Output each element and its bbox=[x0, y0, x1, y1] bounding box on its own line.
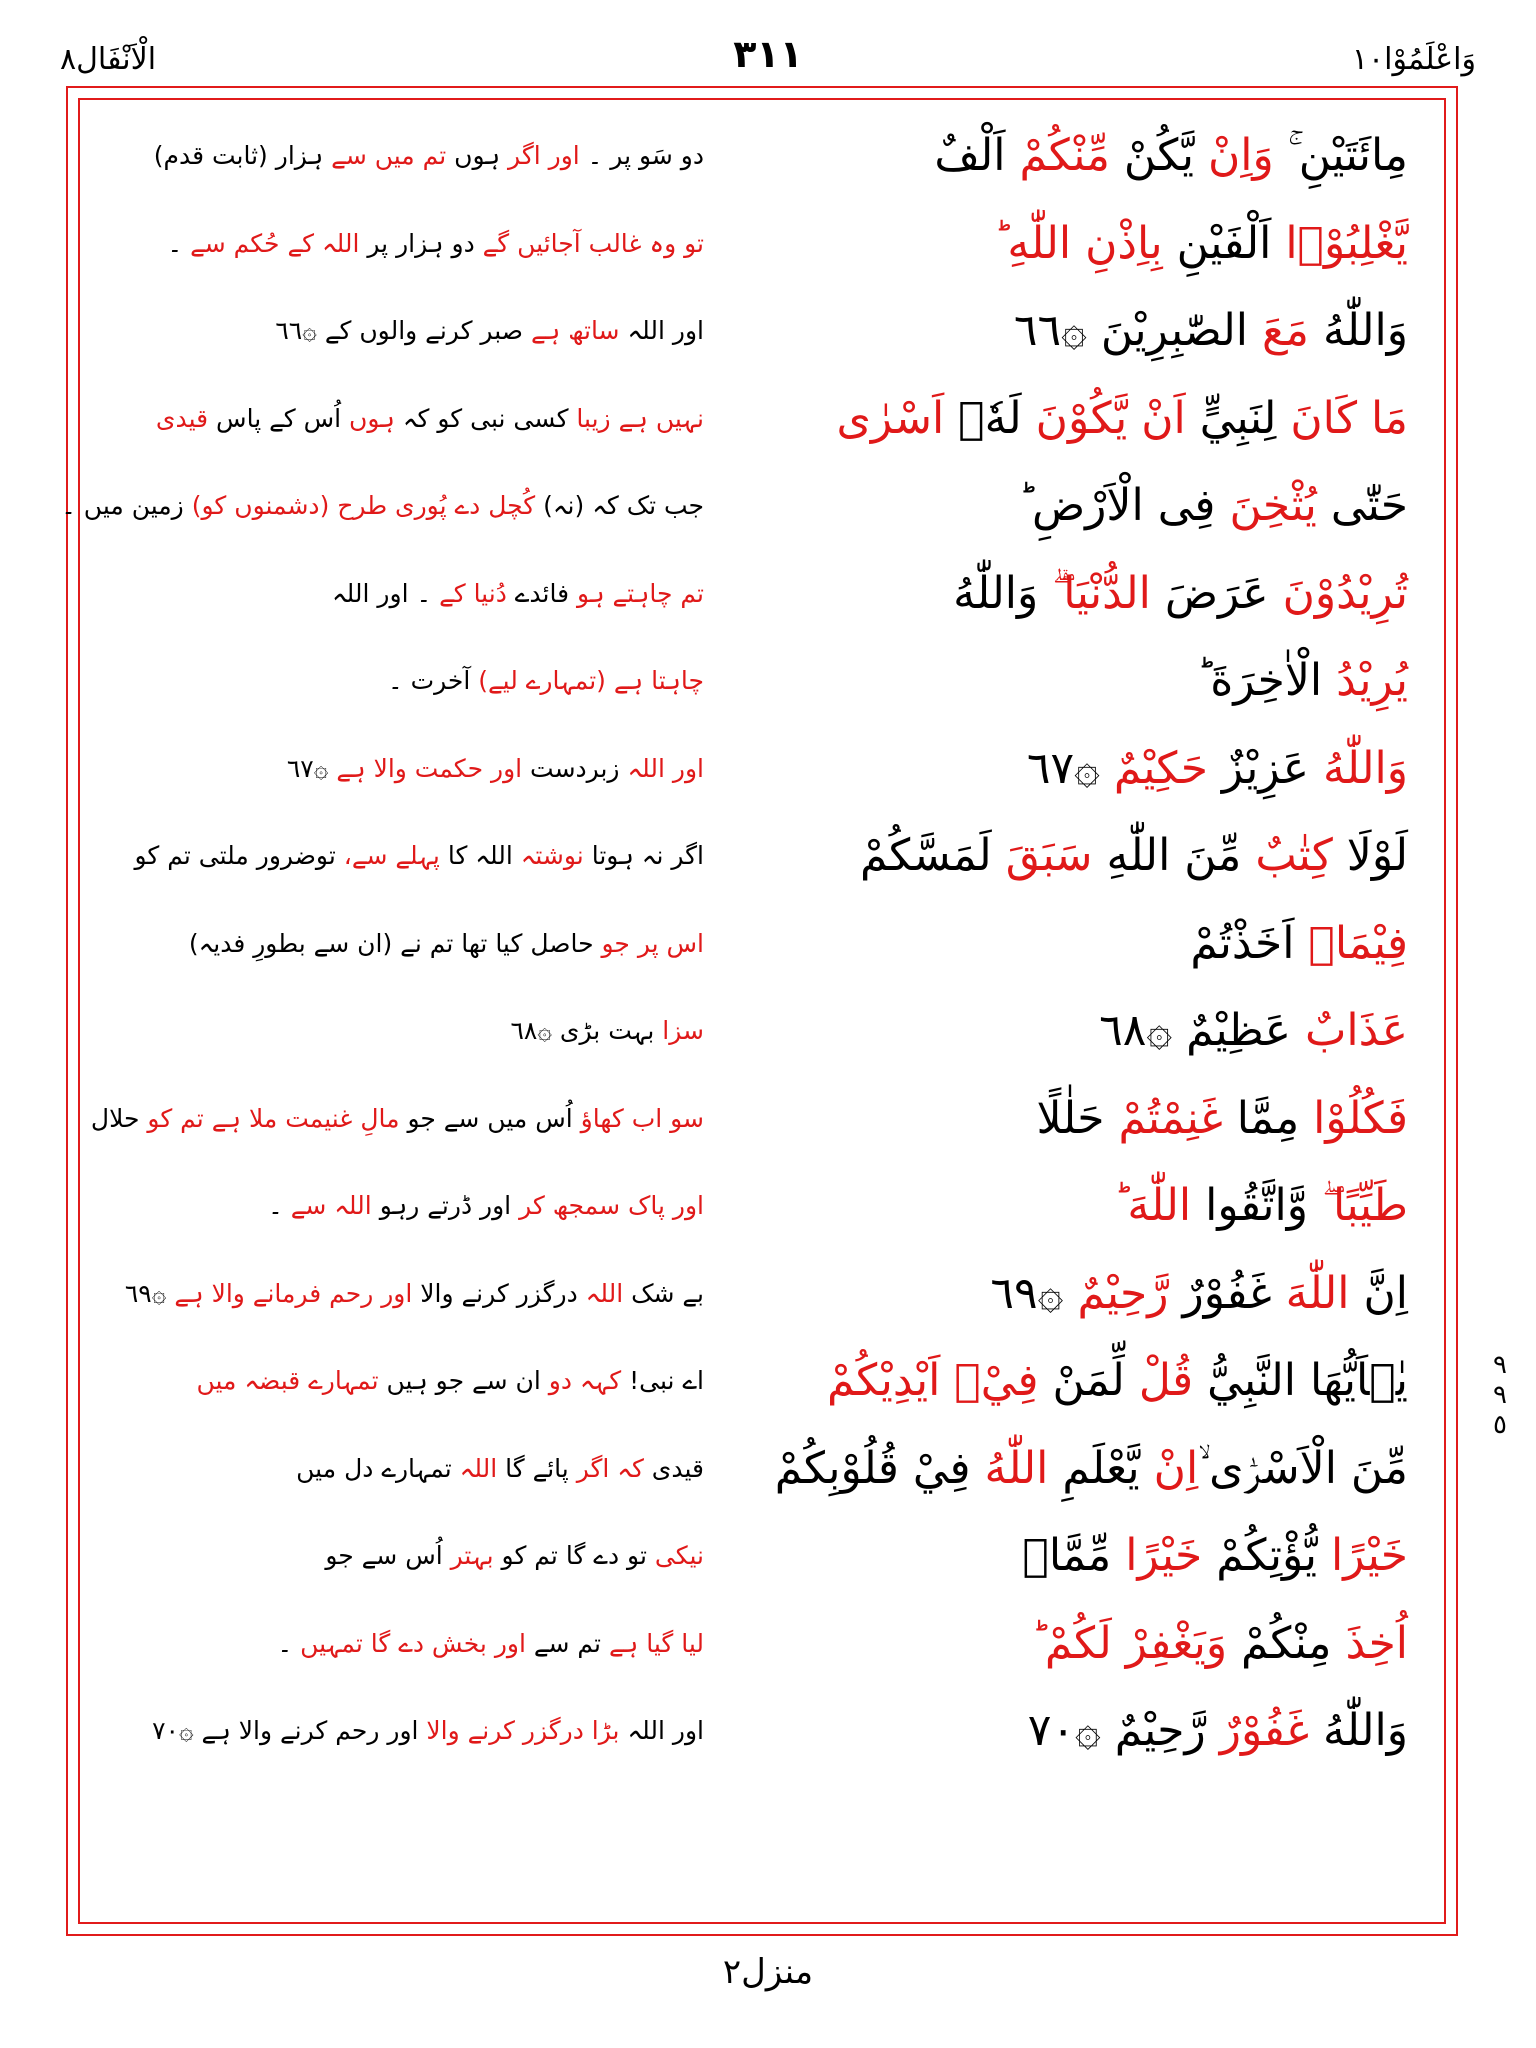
arabic-segment: حَلٰلًا bbox=[1036, 1092, 1105, 1144]
urdu-segment: اور اگر bbox=[500, 141, 580, 170]
arabic-text-line bbox=[708, 1600, 1408, 1688]
arabic-segment: يُثْخِنَ bbox=[1215, 480, 1317, 531]
arabic-segment: ۞٦٩ bbox=[990, 1267, 1064, 1319]
arabic-text-line bbox=[708, 1512, 1408, 1600]
arabic-segment: مِّنْكُمْ bbox=[1005, 130, 1110, 181]
urdu-segment: ہزار (ثابت قدم) bbox=[153, 141, 324, 170]
urdu-translation-line bbox=[104, 200, 704, 288]
urdu-segment: اور اللہ bbox=[619, 753, 704, 783]
urdu-segment: اللہ bbox=[577, 1278, 624, 1308]
arabic-text-line bbox=[708, 1250, 1408, 1338]
verse-row bbox=[80, 112, 1444, 200]
arabic-segment: وَاللّٰهُ bbox=[1308, 1705, 1408, 1756]
arabic-segment: وَاِنْ bbox=[1193, 130, 1274, 181]
urdu-translation-line bbox=[104, 1687, 704, 1775]
arabic-text-line bbox=[708, 1162, 1408, 1250]
urdu-segment: اور رحم کرنے والا ہے ۞٧٠ bbox=[152, 1716, 419, 1745]
arabic-segment: فِيْ قُلُوْبِكُمْ bbox=[774, 1442, 971, 1494]
urdu-segment: اگر نہ ہوتا bbox=[583, 841, 704, 870]
urdu-segment: اُس میں سے جو bbox=[399, 1103, 573, 1133]
arabic-segment: فِيْۤ اَيْدِيْكُمْ bbox=[827, 1355, 1039, 1406]
verse-row bbox=[80, 812, 1444, 900]
arabic-text-line bbox=[708, 112, 1408, 200]
arabic-segment: اَسْرٰى bbox=[836, 392, 945, 444]
urdu-segment: ہوں bbox=[446, 141, 501, 170]
arabic-segment: فِيْمَاۤ bbox=[1294, 917, 1408, 969]
arabic-segment: قُلْ bbox=[1124, 1355, 1194, 1406]
arabic-segment: اُخِذَ bbox=[1331, 1617, 1408, 1669]
urdu-segment: تمہارے دل میں bbox=[296, 1453, 452, 1483]
arabic-text-line bbox=[708, 200, 1408, 288]
urdu-segment: حلال bbox=[90, 1103, 140, 1133]
arabic-segment: اِنْ bbox=[1139, 1442, 1199, 1494]
urdu-segment: لیا گیا ہے bbox=[601, 1628, 704, 1658]
arabic-segment: الدُّنْيَا bbox=[1052, 567, 1151, 619]
arabic-segment: مِّنَ الْاَسْرٰۤى ۙ bbox=[1198, 1442, 1408, 1494]
urdu-segment: کہہ دو bbox=[540, 1366, 622, 1395]
arabic-text-line bbox=[708, 1075, 1408, 1163]
arabic-segment: غَفُوْرٌ bbox=[1168, 1267, 1272, 1319]
urdu-segment: پائے گا bbox=[497, 1453, 569, 1483]
urdu-segment: بے شک bbox=[623, 1278, 704, 1308]
arabic-segment: مِائَتَيْنِ ۚ bbox=[1273, 130, 1408, 181]
arabic-segment: مِّمَّاۤ bbox=[1022, 1530, 1112, 1581]
arabic-text-line bbox=[708, 1687, 1408, 1775]
urdu-segment: اور حکمت والا ہے bbox=[328, 753, 523, 783]
urdu-segment: توضرور ملتی تم کو bbox=[134, 841, 336, 870]
urdu-segment: کہ اگر bbox=[568, 1453, 644, 1483]
verse-row bbox=[61, 462, 1444, 550]
urdu-segment: کُچل دے پُوری طرح (دشمنوں کو) bbox=[183, 491, 536, 520]
arabic-text-line bbox=[708, 550, 1408, 638]
urdu-segment: اور رحم فرمانے والا ہے bbox=[166, 1278, 413, 1308]
arabic-segment: الصّٰبِرِيْنَ ۞٦٦ bbox=[1013, 305, 1248, 356]
urdu-translation-line bbox=[104, 287, 704, 375]
urdu-translation-line bbox=[104, 112, 704, 200]
arabic-text-line bbox=[708, 637, 1408, 725]
arabic-segment: ۞٦٧ bbox=[1026, 742, 1100, 794]
verse-row bbox=[80, 987, 1444, 1075]
urdu-segment: تو وہ غالب آجائیں گے bbox=[474, 228, 704, 258]
ruku-marker bbox=[1480, 1350, 1520, 1440]
urdu-segment: اور ڈرتے رہو bbox=[371, 1191, 512, 1220]
urdu-segment: اللہ سے bbox=[290, 1191, 372, 1220]
arabic-segment: لَهٗۤ bbox=[944, 392, 1022, 444]
urdu-segment: ہوں bbox=[341, 403, 395, 433]
manzil-footer: منزل٢ bbox=[722, 1952, 814, 1992]
arabic-segment: عَظِيْمٌ ۞٦٨ bbox=[1099, 1005, 1292, 1056]
urdu-segment: جب تک کہ (نہ) bbox=[535, 491, 704, 520]
arabic-segment: عَزِيْزٌ bbox=[1207, 742, 1309, 794]
urdu-segment: حاصل کیا تھا تم نے (ان سے بطورِ فدیہ) bbox=[188, 928, 594, 958]
urdu-segment: بہتر bbox=[442, 1541, 494, 1570]
urdu-translation-line bbox=[104, 1250, 704, 1338]
arabic-segment: حَكِيْمٌ bbox=[1099, 742, 1208, 794]
arabic-segment: عَرَضَ bbox=[1150, 567, 1269, 619]
arabic-segment: اَنْ يَّكُوْنَ bbox=[1021, 392, 1186, 444]
arabic-segment: مَعَ bbox=[1247, 305, 1309, 356]
arabic-segment: سَبَقَ bbox=[991, 830, 1093, 881]
ruku-marker-text bbox=[1480, 1350, 1520, 1440]
urdu-segment: ان سے جو ہیں bbox=[378, 1366, 541, 1395]
arabic-segment: اَلْفٌ bbox=[934, 130, 1006, 181]
urdu-segment: ساتھ ہے bbox=[523, 316, 620, 345]
arabic-segment: طَيِّبًا bbox=[1322, 1180, 1408, 1231]
arabic-segment: لَمَسَّكُمْ bbox=[860, 830, 992, 881]
verse-row bbox=[80, 1600, 1444, 1688]
urdu-segment: اے نبی! bbox=[621, 1366, 704, 1395]
urdu-segment: اور بخش دے گا تمہیں bbox=[300, 1628, 526, 1658]
juz-name: وَاعْلَمُوْا١٠ bbox=[1351, 42, 1476, 77]
urdu-segment: قیدی bbox=[155, 403, 209, 433]
urdu-translation-line bbox=[61, 462, 704, 550]
page-number: ٣١١ bbox=[733, 32, 803, 76]
arabic-segment: اللّٰهَ bbox=[1271, 1267, 1350, 1319]
arabic-segment: الْاٰخِرَةَ ؕ bbox=[1196, 655, 1323, 706]
urdu-segment: ۔ اور اللہ bbox=[332, 578, 432, 608]
urdu-segment: کسی نبی کو کہ bbox=[394, 403, 569, 433]
urdu-segment: قیدی bbox=[643, 1453, 704, 1483]
arabic-segment: مِمَّا bbox=[1222, 1092, 1300, 1144]
urdu-segment: پہلے سے، bbox=[335, 841, 440, 870]
urdu-translation-line bbox=[90, 1075, 704, 1163]
urdu-segment: زمین میں ۔ bbox=[61, 491, 184, 520]
urdu-segment: نیکی bbox=[646, 1541, 704, 1570]
arabic-segment: رَّحِيْمٌ bbox=[1063, 1267, 1169, 1319]
verse-row bbox=[80, 1687, 1444, 1775]
urdu-segment: اللہ bbox=[451, 1453, 498, 1483]
urdu-translation-line bbox=[104, 812, 704, 900]
urdu-segment: اور اللہ bbox=[619, 316, 704, 345]
urdu-segment: مالِ غنیمت ملا ہے تم کو bbox=[139, 1103, 400, 1133]
verse-row bbox=[80, 725, 1444, 813]
verse-row bbox=[80, 1425, 1444, 1513]
urdu-segment: دو ہزار پر bbox=[359, 228, 475, 258]
urdu-translation-line bbox=[104, 550, 704, 638]
arabic-segment: يَّكُنْ bbox=[1109, 130, 1194, 181]
verse-row bbox=[80, 1337, 1444, 1425]
arabic-segment: مِّنَ اللّٰهِ bbox=[1092, 830, 1242, 881]
arabic-text-line bbox=[708, 462, 1408, 550]
arabic-segment: وَيَغْفِرْ لَكُمْ bbox=[1030, 1617, 1228, 1669]
urdu-segment: تم سے bbox=[525, 1628, 602, 1658]
urdu-segment: اللہ کا bbox=[439, 841, 513, 870]
arabic-segment: حَتّٰى bbox=[1316, 480, 1408, 531]
arabic-segment: خَيْرًا bbox=[1111, 1530, 1203, 1581]
urdu-segment: تم چاہتے ہو bbox=[569, 578, 704, 608]
arabic-segment: خَيْرًا bbox=[1317, 1530, 1408, 1581]
verse-row bbox=[80, 375, 1444, 463]
urdu-segment: اور پاک سمجھ کر bbox=[511, 1191, 704, 1220]
arabic-segment: لَوْلَا bbox=[1332, 830, 1408, 881]
urdu-segment: فائدے bbox=[506, 578, 570, 608]
arabic-segment: غَنِمْتُمْ bbox=[1104, 1092, 1223, 1144]
urdu-translation-line bbox=[104, 1600, 704, 1688]
urdu-segment: تمہارے قبضہ میں bbox=[196, 1366, 379, 1395]
arabic-segment: يُرِيْدُ bbox=[1322, 655, 1408, 706]
arabic-segment: تُرِيْدُوْنَ bbox=[1268, 567, 1408, 619]
arabic-segment: وَاللّٰهُ bbox=[1308, 305, 1408, 356]
urdu-segment: ۔ bbox=[167, 228, 191, 258]
urdu-segment: ۞٦٩ bbox=[124, 1278, 167, 1308]
arabic-segment: اَخَذْتُمْ bbox=[1190, 917, 1295, 969]
urdu-segment: تم میں سے bbox=[323, 141, 447, 170]
urdu-segment: زبردست bbox=[522, 753, 620, 783]
arabic-segment: عَذَابٌ bbox=[1291, 1005, 1408, 1056]
verse-lines bbox=[61, 112, 1444, 1775]
urdu-translation-line bbox=[104, 1162, 704, 1250]
verse-row bbox=[80, 900, 1444, 988]
verse-row bbox=[80, 1075, 1444, 1163]
arabic-segment: اَلْفَيْنِ bbox=[1162, 217, 1272, 269]
arabic-text-line bbox=[708, 287, 1408, 375]
urdu-segment: سزا bbox=[654, 1016, 704, 1045]
verse-row bbox=[80, 287, 1444, 375]
urdu-segment: سو اب کھاؤ bbox=[572, 1103, 704, 1133]
urdu-segment: ۔ bbox=[268, 1191, 291, 1220]
arabic-segment: لِّمَنْ bbox=[1038, 1355, 1125, 1406]
urdu-translation-line bbox=[104, 725, 704, 813]
arabic-segment: يُّؤْتِكُمْ bbox=[1202, 1530, 1318, 1581]
arabic-segment: فِى الْاَرْضِ ؕ bbox=[1018, 480, 1216, 531]
urdu-segment: بہت بڑی ۞٦٨ bbox=[510, 1016, 655, 1045]
urdu-translation-line bbox=[104, 375, 704, 463]
urdu-segment: نہیں ہے زیبا bbox=[568, 403, 704, 433]
urdu-segment: تو دے گا تم کو bbox=[493, 1541, 647, 1570]
verse-row bbox=[80, 550, 1444, 638]
urdu-segment: دُنیا کے bbox=[431, 578, 507, 608]
urdu-translation-line bbox=[104, 987, 704, 1075]
arabic-segment: ۖ وَّاتَّقُوا bbox=[1191, 1180, 1323, 1231]
urdu-segment: اس پر جو bbox=[593, 928, 704, 958]
arabic-segment: مَا كَانَ bbox=[1276, 392, 1408, 444]
arabic-segment: غَفُوْرٌ bbox=[1205, 1705, 1309, 1756]
urdu-translation-line bbox=[104, 1337, 704, 1425]
arabic-segment: يٰۤاَيُّهَا النَّبِيُّ bbox=[1193, 1355, 1408, 1406]
urdu-segment: چاہتا ہے (تمہارے لیے) bbox=[470, 666, 704, 695]
urdu-translation-line bbox=[104, 900, 704, 988]
surah-name: الْاَنْفَال٨ bbox=[60, 42, 157, 77]
urdu-segment: اللہ کے حُکم سے bbox=[190, 228, 360, 258]
verse-row bbox=[80, 200, 1444, 288]
urdu-segment: ۞٦٧ bbox=[286, 753, 329, 783]
arabic-text-line bbox=[708, 900, 1408, 988]
urdu-segment: درگزر کرنے والا bbox=[412, 1278, 578, 1308]
arabic-segment: فَكُلُوْا bbox=[1299, 1092, 1408, 1144]
arabic-segment: اِنَّ bbox=[1349, 1267, 1408, 1319]
arabic-segment: ۖۗ وَاللّٰهُ bbox=[953, 567, 1053, 619]
ruku-marker-part: ٥ bbox=[1493, 1410, 1507, 1440]
verse-row bbox=[80, 1250, 1444, 1338]
urdu-segment: ۔ bbox=[277, 1628, 301, 1658]
verse-row bbox=[80, 1512, 1444, 1600]
verse-row bbox=[80, 637, 1444, 725]
arabic-segment: يَّعْلَمِ bbox=[1048, 1442, 1140, 1494]
arabic-text-line bbox=[708, 812, 1408, 900]
arabic-segment: لِنَبِيٍّ bbox=[1185, 392, 1277, 444]
urdu-segment: اُس کے پاس bbox=[208, 403, 342, 433]
arabic-segment: كِتٰبٌ bbox=[1241, 830, 1333, 881]
urdu-segment: بڑا درگزر کرنے والا bbox=[418, 1716, 620, 1745]
arabic-text-line bbox=[708, 1337, 1408, 1425]
urdu-translation-line bbox=[104, 1512, 704, 1600]
urdu-segment: آخرت ۔ bbox=[387, 666, 471, 695]
verse-row bbox=[80, 1162, 1444, 1250]
arabic-text-line bbox=[708, 725, 1408, 813]
arabic-segment: اللّٰهَ bbox=[1113, 1180, 1192, 1231]
arabic-segment: يَّغْلِبُوْۤا bbox=[1271, 217, 1408, 269]
arabic-text-line bbox=[708, 1425, 1408, 1513]
arabic-text-line bbox=[708, 375, 1408, 463]
urdu-segment: اُس سے جو bbox=[325, 1541, 443, 1570]
urdu-translation-line bbox=[104, 1425, 704, 1513]
arabic-segment: اللّٰهُ bbox=[970, 1442, 1049, 1494]
urdu-segment: صبر کرنے والوں کے ۞٦٦ bbox=[275, 316, 523, 345]
urdu-segment: دو سَو پر ۔ bbox=[579, 141, 704, 170]
ruku-marker-part: ٩ bbox=[1493, 1350, 1507, 1380]
arabic-segment: مِنْكُمْ bbox=[1227, 1617, 1332, 1669]
arabic-segment: بِاِذْنِ اللّٰهِ bbox=[993, 217, 1163, 269]
arabic-text-line bbox=[708, 987, 1408, 1075]
urdu-segment: نوشتہ bbox=[512, 841, 584, 870]
urdu-segment: اور اللہ bbox=[619, 1716, 704, 1745]
ruku-marker-part: ٩ bbox=[1493, 1380, 1507, 1410]
urdu-translation-line bbox=[104, 637, 704, 725]
arabic-segment: وَاللّٰهُ bbox=[1308, 742, 1408, 794]
arabic-segment: رَّحِيْمٌ ۞٧٠ bbox=[1027, 1705, 1206, 1756]
